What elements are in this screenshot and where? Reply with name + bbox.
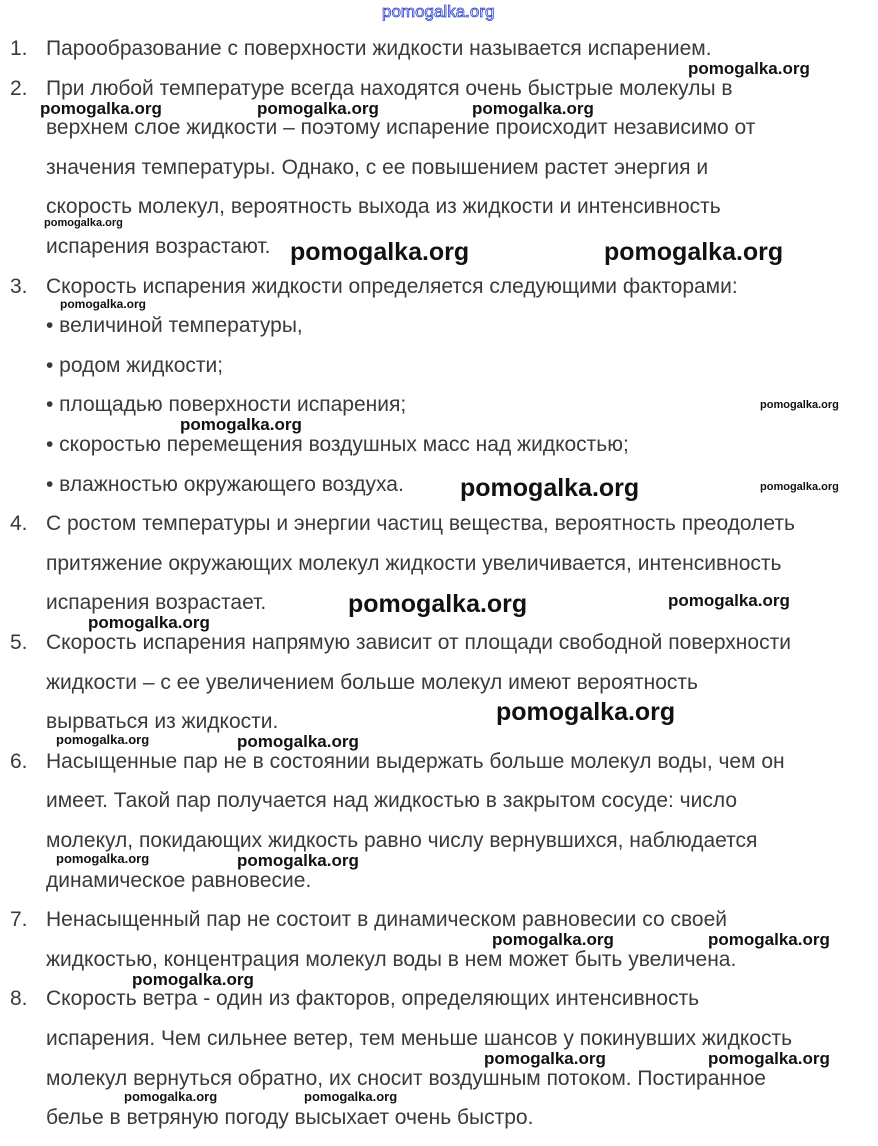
list-item-text-line: жидкости – с ее увеличением больше молекул имеют вероятность: [46, 670, 698, 694]
list-item-number: 7.: [10, 908, 28, 932]
list-item-text-line: • родом жидкости;: [46, 353, 224, 377]
watermark: pomogalka.org: [56, 732, 150, 747]
list-item-text-line: С ростом температуры и энергии частиц вещества, вероятность преодолеть: [46, 512, 795, 536]
watermark: pomogalka.org: [56, 851, 150, 866]
list-item-text-line: верхнем слое жидкости – поэтому испарение происходит независимо от: [46, 116, 756, 140]
list-item-text-line: • величиной температуры,: [46, 314, 303, 338]
list-item-text-line: притяжение окружающих молекул жидкости увеличивается, интенсивность: [46, 551, 782, 575]
list-item-text-line: • скоростью перемещения воздушных масс над жидкостью;: [46, 433, 629, 456]
watermark: pomogalka.org: [492, 930, 614, 949]
watermark: pomogalka.org: [237, 851, 359, 870]
header-watermark: pomogalka.org: [382, 2, 495, 21]
watermark: pomogalka.org: [472, 98, 594, 118]
list-item-text-line: испарения. Чем сильнее ветер, тем меньше шансов у покинувших жидкость: [46, 1027, 793, 1050]
list-item-text-line: Скорость испарения жидкости определяется следующими факторами:: [46, 274, 738, 298]
watermark: pomogalka.org: [88, 613, 210, 632]
watermark: pomogalka.org: [708, 1049, 830, 1068]
list-item-text-line: испарения возрастают.: [46, 235, 271, 258]
list-item-text-line: Парообразование с поверхности жидкости называется испарением.: [46, 37, 712, 60]
list-item-number: 5.: [10, 631, 28, 654]
list-item-text-line: • площадью поверхности испарения;: [46, 393, 407, 417]
watermark: pomogalka.org: [668, 591, 790, 610]
list-item-text-line: При любой температуре всегда находятся очень быстрые молекулы в: [46, 76, 733, 100]
list-item-text-line: скорость молекул, вероятность выхода из жидкости и интенсивность: [46, 195, 721, 219]
list-item-number: 8.: [10, 987, 28, 1011]
watermark: pomogalka.org: [484, 1049, 606, 1068]
list-item-text-line: имеет. Такой пар получается над жидкостью в закрытом сосуде: число: [46, 789, 738, 813]
watermark: pomogalka.org: [604, 238, 784, 266]
list-item-text-line: молекул вернуться обратно, их сносит воздушным потоком. Постиранное: [46, 1066, 766, 1090]
watermark: pomogalka.org: [304, 1088, 398, 1104]
list-item-text-line: жидкостью, концентрация молекул воды в нем может быть увеличена.: [46, 947, 737, 971]
watermark: pomogalka.org: [496, 698, 676, 726]
watermark: pomogalka.org: [708, 930, 830, 949]
list-item-text-line: динамическое равновесие.: [46, 868, 312, 892]
list-item-text-line: значения температуры. Однако, с ее повышением растет энергия и: [46, 155, 709, 179]
list-item-text-line: молекул, покидающих жидкость равно числу вернувшихся, наблюдается: [46, 829, 758, 852]
watermark: pomogalka.org: [180, 415, 302, 434]
list-item-text-line: Скорость испарения напрямую зависит от площади свободной поверхности: [46, 631, 791, 654]
list-item-number: 4.: [10, 512, 28, 536]
watermark: pomogalka.org: [290, 238, 470, 266]
watermark: pomogalka.org: [40, 98, 162, 118]
watermark: pomogalka.org: [460, 474, 640, 502]
watermark: pomogalka.org: [760, 481, 839, 493]
watermark: pomogalka.org: [60, 297, 147, 311]
watermark: pomogalka.org: [688, 59, 810, 78]
watermark: pomogalka.org: [44, 217, 123, 229]
list-item-text-line: вырваться из жидкости.: [46, 710, 279, 734]
list-item-text-line: испарения возрастает.: [46, 591, 267, 615]
list-item-number: 3.: [10, 274, 28, 298]
list-item-number: 2.: [10, 76, 28, 100]
watermark: pomogalka.org: [237, 732, 359, 751]
watermark: pomogalka.org: [760, 399, 839, 411]
list-item-number: 6.: [10, 749, 28, 773]
watermark: pomogalka.org: [124, 1089, 218, 1104]
list-item-text-line: Скорость ветра - один из факторов, определяющих интенсивность: [46, 987, 700, 1011]
watermark: pomogalka.org: [348, 590, 528, 618]
list-item-text-line: Насыщенные пар не в состоянии выдержать больше молекул воды, чем он: [46, 749, 785, 773]
watermark: pomogalka.org: [257, 98, 379, 118]
list-item-text-line: • влажностью окружающего воздуха.: [46, 472, 404, 496]
list-item-text-line: Ненасыщенный пар не состоит в динамическом равновесии со своей: [46, 908, 727, 932]
list-item-number: 1.: [10, 37, 28, 60]
watermark: pomogalka.org: [132, 969, 254, 989]
list-item-text-line: белье в ветряную погоду высыхает очень быстро.: [46, 1106, 534, 1130]
